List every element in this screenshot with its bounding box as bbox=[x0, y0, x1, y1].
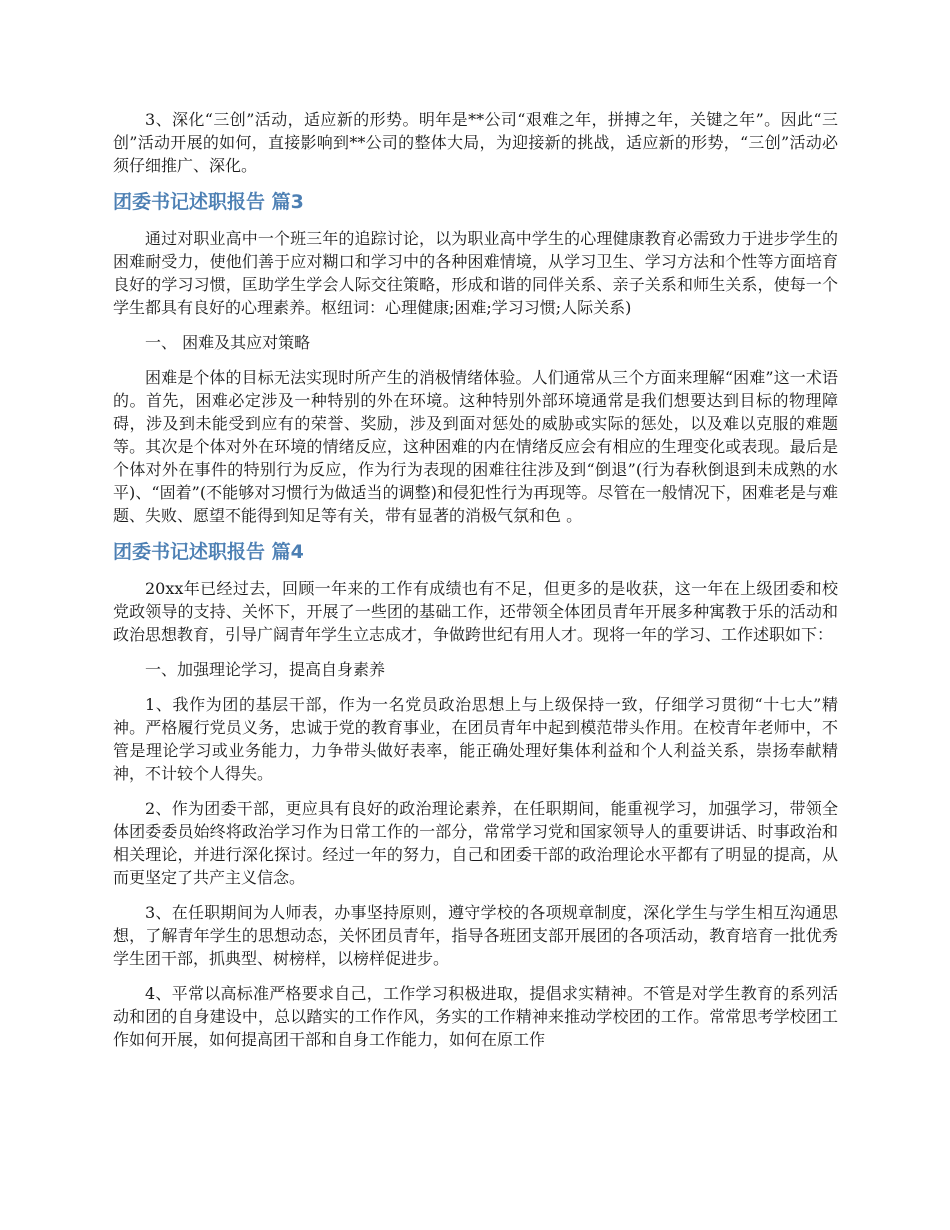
paragraph: 通过对职业高中一个班三年的追踪讨论，以为职业高中学生的心理健康教育必需致力于进步学生的困难耐受力，使他们善于应对糊口和学习中的各种困难情境，从学习卫生、学习方法和个性等方面培育良好的学习习惯，匡助学生学会人际交往策略，形成和谐的同伴关系、亲子关系和师生关系，使每一个学生都具有良好的心理素养。枢纽词：心理健康;困难;学习习惯;人际关系) bbox=[113, 229, 838, 317]
paragraph: 20xx年已经过去，回顾一年来的工作有成绩也有不足，但更多的是收获，这一年在上级团委和校党政领导的支持、关怀下，开展了一些团的基础工作，还带领全体团员青年开展多种寓教于乐的活动和政治思想教育，引导广阔青年学生立志成才，争做跨世纪有用人才。现将一年的学习、工作述职如下： bbox=[113, 579, 838, 644]
paragraph: 3、深化“三创”活动，适应新的形势。明年是**公司“艰难之年，拼搏之年，关键之年”。因此“三创”活动开展的如何，直接影响到**公司的整体大局，为迎接新的挑战，适应新的形势，“三创”活动必须仔细推广、深化。 bbox=[113, 110, 838, 175]
subheading: 一、加强理论学习，提高自身素养 bbox=[145, 660, 386, 679]
section-heading-4: 团委书记述职报告 篇4 bbox=[113, 541, 304, 563]
paragraph: 4、平常以高标准严格要求自己，工作学习积极进取，提倡求实精神。不管是对学生教育的系列活动和团的自身建设中，总以踏实的工作作风，务实的工作精神来推动学校团的工作。常常思考学校团工作如何开展，如何提高团干部和自身工作能力，如何在原工作 bbox=[113, 984, 838, 1049]
paragraph: 困难是个体的目标无法实现时所产生的消极情绪体验。人们通常从三个方面来理解“困难”这一术语的。首先，困难必定涉及一种特别的外在环境。这种特别外部环境通常是我们想要达到目标的物理障碍，涉及到未能受到应有的荣誉、奖励，涉及到面对惩处的威胁或实际的惩处，以及难以克服的难题等。其次是个体对外在环境的情绪反应，这种困难的内在情绪反应会有相应的生理变化或表现。最后是个体对外在事件的特别行为反应，作为行为表现的困难往往涉及到“倒退”(行为春秋倒退到未成熟的水平)、“固着”(不能够对习惯行为做适当的调整)和侵犯性行为再现等。尽管在一般情况下，困难老是与难题、失败、愿望不能得到知足等有关，带有显著的消极气氛和色 。 bbox=[113, 368, 838, 525]
paragraph: 2、作为团委干部，更应具有良好的政治理论素养，在任职期间，能重视学习，加强学习，带领全体团委委员始终将政治学习作为日常工作的一部分，常常学习党和国家领导人的重要讲话、时事政治和相关理论，并进行深化探讨。经过一年的努力，自己和团委干部的政治理论水平都有了明显的提高，从而更坚定了共产主义信念。 bbox=[113, 799, 838, 887]
paragraph: 3、在任职期间为人师表，办事坚持原则，遵守学校的各项规章制度，深化学生与学生相互沟通思想，了解青年学生的思想动态，关怀团员青年，指导各班团支部开展团的各项活动，教育培育一批优秀学生团干部，抓典型、树榜样，以榜样促进步。 bbox=[113, 903, 838, 968]
paragraph: 1、我作为团的基层干部，作为一名党员政治思想上与上级保持一致，仔细学习贯彻“十七大”精神。严格履行党员义务，忠诚于党的教育事业，在团员青年中起到模范带头作用。在校青年老师中，不管是理论学习或业务能力，力争带头做好表率，能正确处理好集体利益和个人利益关系，崇扬奉献精神，不计较个人得失。 bbox=[113, 695, 838, 783]
document-page bbox=[113, 108, 838, 1063]
subheading: 一、 困难及其应对策略 bbox=[145, 333, 311, 352]
section-heading-3: 团委书记述职报告 篇3 bbox=[113, 191, 304, 213]
